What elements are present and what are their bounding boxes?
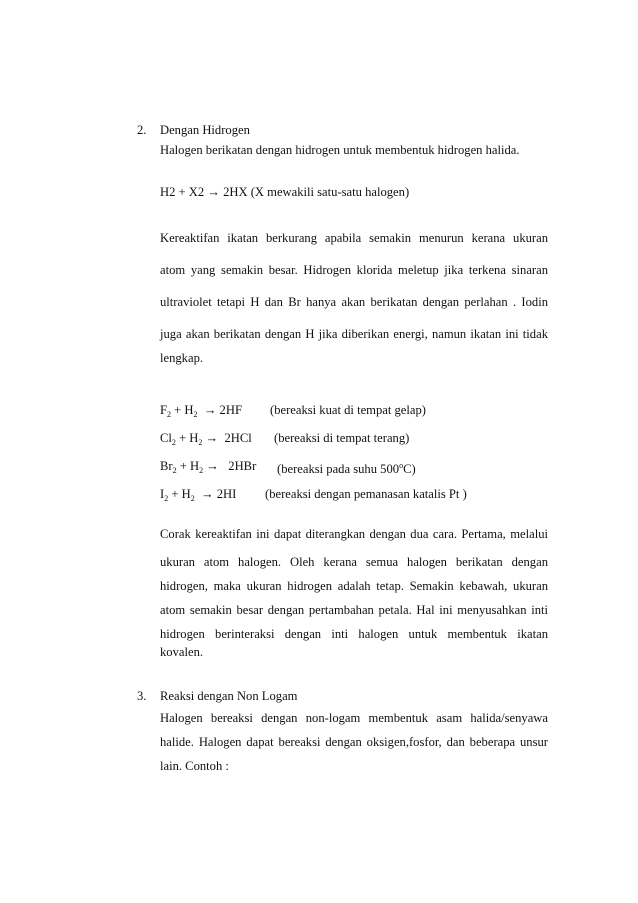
para1-line-2: atom yang semakin besar. Hidrogen klorida meletup jika terkena sinaran [160,263,548,277]
reactant-2: + H [168,487,191,501]
section-3-title: Reaksi dengan Non Logam [160,689,298,703]
reactant-1: Br [160,459,173,473]
reaction-note [277,458,416,477]
reactant-2: + H [175,431,199,445]
para1-line-4: juga akan berikatan dengan H jika diberikan energi, namun ikatan ini tidak [160,327,548,341]
section-3-number: 3. [137,689,147,703]
note-text: (bereaksi pada suhu 500 [277,462,400,477]
para2-line-1: Corak kereaktifan ini dapat diterangkan dengan dua cara. Pertama, melalui [160,527,548,541]
product: → 2HF [197,403,242,417]
s3-line-1: Halogen bereaksi dengan non-logam membentuk asam halida/senyawa [160,711,548,725]
reactant-2: + H [171,403,194,417]
reaction-note: (bereaksi di tempat terang) [274,431,410,445]
product: → 2HCl [202,431,252,445]
para2-line-5: hidrogen berinteraksi dengan inti halogen untuk membentuk ikatan [160,627,548,641]
reaction-fluorine [160,402,426,420]
section-2-number: 2. [137,123,147,137]
reaction-iodine [160,486,467,504]
reactant-1: F [160,403,168,417]
reaction-note: (bereaksi dengan pemanasan katalis Pt ) [265,487,467,501]
para1-line-3: ultraviolet tetapi H dan Br hanya akan berikatan dengan perlahan . Iodin [160,295,548,309]
degree-sup: o [399,461,404,470]
para2-line-4: atom semakin besar dengan pertambahan petala. Hal ini menyusahkan inti [160,603,548,617]
general-equation: H2 + X2 → 2HX (X mewakili satu-satu halogen) [160,185,410,199]
reactant-2: + H [176,459,200,473]
subscript: 2 [167,410,172,419]
note-end: C) [403,462,416,477]
reaction-chlorine [160,430,410,448]
s3-line-3: lain. Contoh : [160,759,229,773]
reactant-1: I [160,487,165,501]
subscript: 2 [199,466,204,475]
subscript: 2 [172,466,177,475]
subscript: 2 [193,410,198,419]
reaction-bromine [160,458,416,477]
s3-line-2: halide. Halogen dapat bereaksi dengan oksigen,fosfor, dan beberapa unsur [160,735,548,749]
reaction-note: (bereaksi kuat di tempat gelap) [270,403,426,417]
para1-line-5: lengkap. [160,351,204,365]
subscript: 2 [164,494,169,503]
para1-line-1: Kereaktifan ikatan berkurang apabila semakin menurun kerana ukuran [160,231,548,245]
product: → 2HBr [203,459,257,473]
reactant-1: Cl [160,431,172,445]
para2-line-6: kovalen. [160,645,204,659]
para2-line-2: ukuran atom halogen. Oleh kerana semua halogen berikatan dengan [160,555,548,569]
subscript: 2 [190,494,195,503]
section-2-intro: Halogen berikatan dengan hidrogen untuk membentuk hidrogen halida. [160,143,520,157]
subscript: 2 [198,438,203,447]
para2-line-3: hidrogen, maka ukuran hidrogen adalah tetap. Semakin kebawah, ukuran [160,579,548,593]
product: → 2HI [194,487,237,501]
subscript: 2 [171,438,176,447]
section-2-title: Dengan Hidrogen [160,123,250,137]
